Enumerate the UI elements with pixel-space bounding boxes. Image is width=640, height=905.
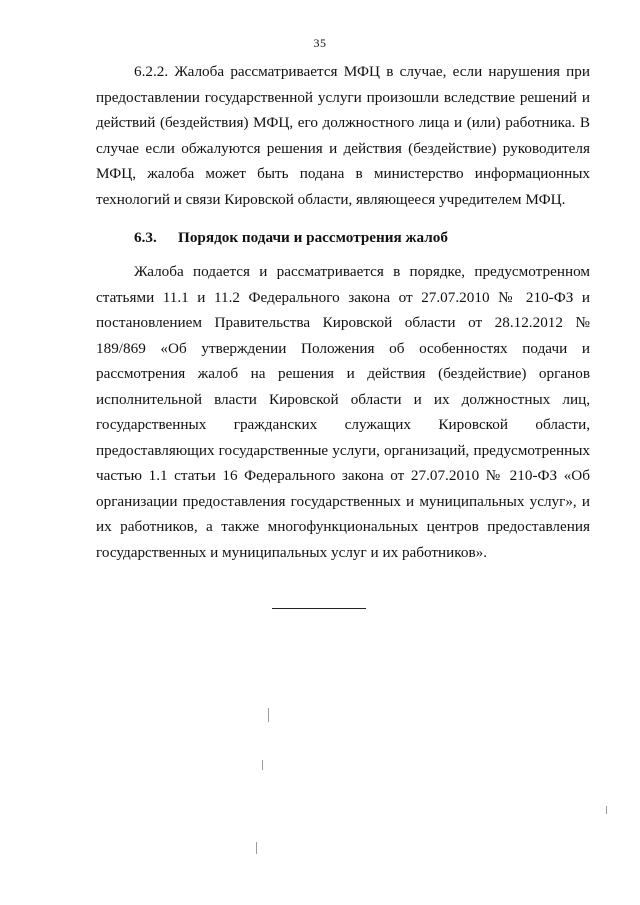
section-title: Порядок подачи и рассмотрения жалоб (178, 229, 448, 246)
scan-artifact (606, 806, 607, 814)
paragraph-6-2-2: 6.2.2. Жалоба рассматривается МФЦ в случае, если нарушения при предоставлении государственной услуги произошли вследствие решений и действий (бездействия) МФЦ, его должностного лица и (или) работника. В случае если обжалуются решения и действия (бездействие) руководителя МФЦ, жалоба может быть подана в министерство информационных технологий и связи Кировской области, являющееся учредителем МФЦ. (96, 63, 590, 208)
section-number: 6.3. (134, 229, 157, 246)
scan-artifact (268, 708, 269, 722)
page-number: 35 (313, 36, 327, 50)
scan-artifact (262, 760, 263, 770)
scan-artifact (256, 842, 257, 854)
section-heading-6-3 (134, 228, 448, 248)
end-divider-line (272, 608, 366, 609)
paragraph-6-3: Жалоба подается и рассматривается в порядке, предусмотренном статьями 11.1 и 11.2 Федерального закона от 27.07.2010 № 210-ФЗ и постановлением Правительства Кировской области от 28.12.2012 № 189/869 «Об утверждении Положения об особенностях подачи и рассмотрения жалоб на решения и действия (бездействие) органов исполнительной власти Кировской области и их должностных лиц, государственных гражданских служащих Кировской области, предоставляющих государственные услуги, организаций, предусмотренных частью 1.1 статьи 16 Федерального закона от 27.07.2010 № 210-ФЗ «Об организации предоставления государственных и муниципальных услуг», и их работников, а также многофункциональных центров предоставления государственных и муниципальных услуг и их работников». (96, 263, 590, 561)
